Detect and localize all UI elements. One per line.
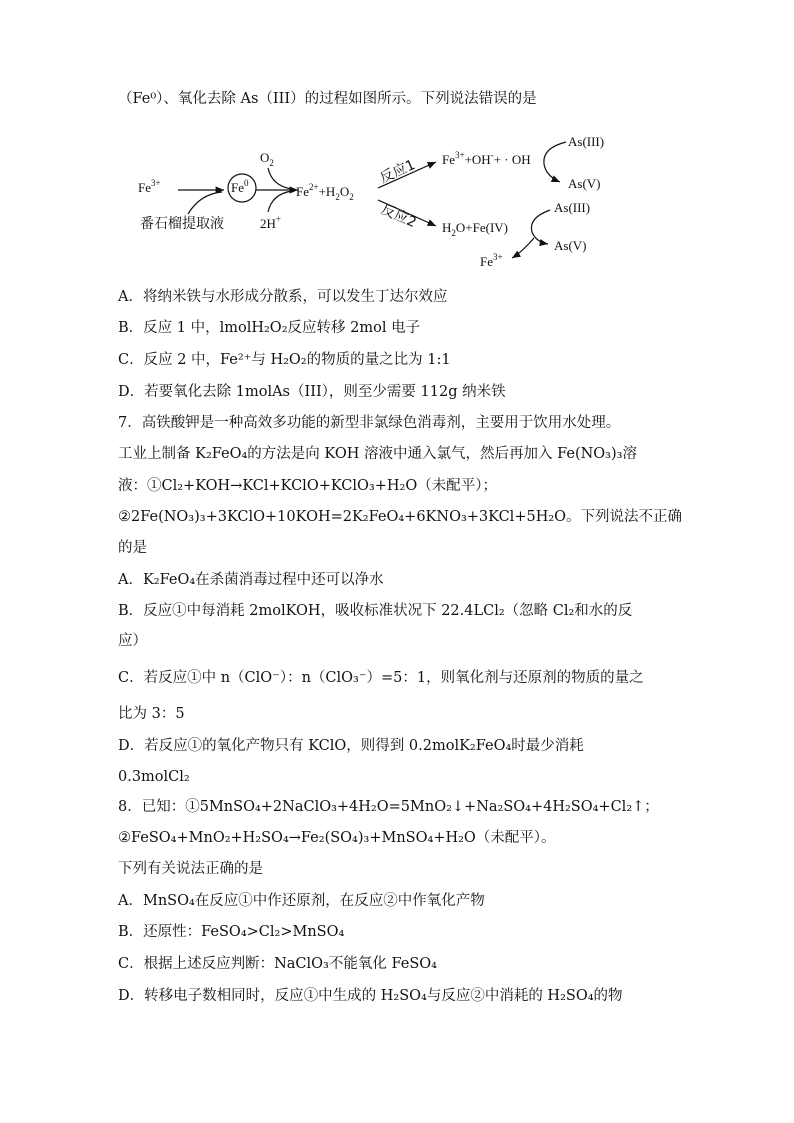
fe2-h2o2-label: $Fe^{2+}+H_2O_2$ [296, 182, 354, 202]
option-6c: C．反应 2 中，Fe²⁺与 H₂O₂的物质的量之比为 1:1 [118, 352, 451, 368]
arrow-h-plus-curve [268, 191, 292, 212]
option-7d-line-2: 0.3molCl₂ [118, 769, 190, 785]
option-7a: A．K₂FeO₄在杀菌消毒过程中还可以净水 [118, 572, 384, 588]
option-7c-line-2: 比为 3：5 [118, 706, 185, 722]
reaction-1-label: 反应1 [377, 157, 418, 187]
reaction-2-label: 反应2 [378, 201, 419, 232]
fe3-reactant-label: $Fe^{3+}$ [138, 178, 161, 195]
as5-top-label: As(V) [568, 176, 601, 191]
as5-bottom-label: As(V) [554, 238, 587, 253]
arrow-as-top-curve [544, 142, 566, 182]
reaction-2-products: $H_2O+Fe(IV)$ [442, 220, 508, 238]
option-6a: A．将纳米铁与水形成分散系，可以发生丁达尔效应 [118, 289, 448, 305]
fe0-label: Fe$^0$ [231, 178, 249, 195]
as3-bottom-label: As(III) [554, 200, 591, 215]
question-7-stem-1: 7．高铁酸钾是一种高效多功能的新型非氯绿色消毒剂，主要用于饮用水处理。 [118, 415, 621, 431]
reaction-diagram [130, 132, 650, 280]
option-7c-line-1: C．若反应①中 n（ClO⁻）：n（ClO₃⁻）=5：1，则氧化剂与还原剂的物质的量之 [118, 670, 644, 686]
arrow-as-bottom-curve [531, 210, 550, 244]
option-7b-line-1: B．反应①中每消耗 2molKOH，吸收标准状况下 22.4LCl₂（忽略 Cl₂和水的反 [118, 603, 633, 619]
option-7d-line-1: D．若反应①的氧化产物只有 KClO，则得到 0.2molK₂FeO₄时最少消耗 [118, 738, 584, 754]
option-6b: B．反应 1 中，lmolH₂O₂反应转移 2mol 电子 [118, 320, 421, 336]
as3-top-label: As(III) [568, 134, 605, 149]
arrow-o2-curve [268, 168, 292, 189]
option-8a: A．MnSO₄在反应①中作还原剂，在反应②中作氧化产物 [118, 893, 485, 909]
fe3-bottom-label: $Fe^{3+}$ [480, 252, 503, 269]
question-8-stem: 下列有关说法正确的是 [118, 861, 263, 877]
question-7-reaction-2: ②2Fe(NO₃)₃+3KClO+10KOH=2K₂FeO₄+6KNO₃+3KCl+5H₂O。下列说法不正确 [118, 509, 683, 525]
o2-label: $O_2$ [260, 150, 274, 168]
option-7b-line-2: 应） [118, 633, 147, 649]
question-8-reaction-2: ②FeSO₄+MnO₂+H₂SO₄→Fe₂(SO₄)₃+MnSO₄+H₂O（未配平）。 [118, 830, 556, 846]
arrow-extract-curve [188, 192, 222, 214]
option-8d: D．转移电子数相同时，反应①中生成的 H₂SO₄与反应②中消耗的 H₂SO₄的物 [118, 988, 623, 1004]
question-7-stem-end: 的是 [118, 540, 147, 556]
question-8-reaction-1: 8．已知：①5MnSO₄+2NaClO₃+4H₂O=5MnO₂↓+Na₂SO₄+4H₂SO₄+Cl₂↑； [118, 799, 659, 815]
question-7-stem-2: 工业上制备 K₂FeO₄的方法是向 KOH 溶液中通入氯气，然后再加入 Fe(NO₃)₃溶 [118, 446, 637, 462]
option-8c: C．根据上述反应判断：NaClO₃不能氧化 FeSO₄ [118, 956, 437, 972]
arrow-fe3-bottom-curve [512, 238, 534, 258]
question-6-stem-tail: （Fe⁰）、氧化去除 As（III）的过程如图所示。下列说法错误的是 [118, 91, 537, 107]
question-7-reaction-1: 液：①Cl₂+KOH→KCl+KClO+KClO₃+H₂O（未配平）； [118, 478, 497, 494]
option-6d: D．若要氧化去除 1molAs（III），则至少需要 112g 纳米铁 [118, 384, 506, 400]
guava-extract-label: 番石榴提取液 [140, 216, 224, 232]
reaction-1-products: $Fe^{3+}+OH^-+$ · OH [442, 150, 531, 167]
option-8b: B．还原性：FeSO₄>Cl₂>MnSO₄ [118, 924, 345, 940]
h-plus-label: 2H+ [260, 214, 281, 231]
